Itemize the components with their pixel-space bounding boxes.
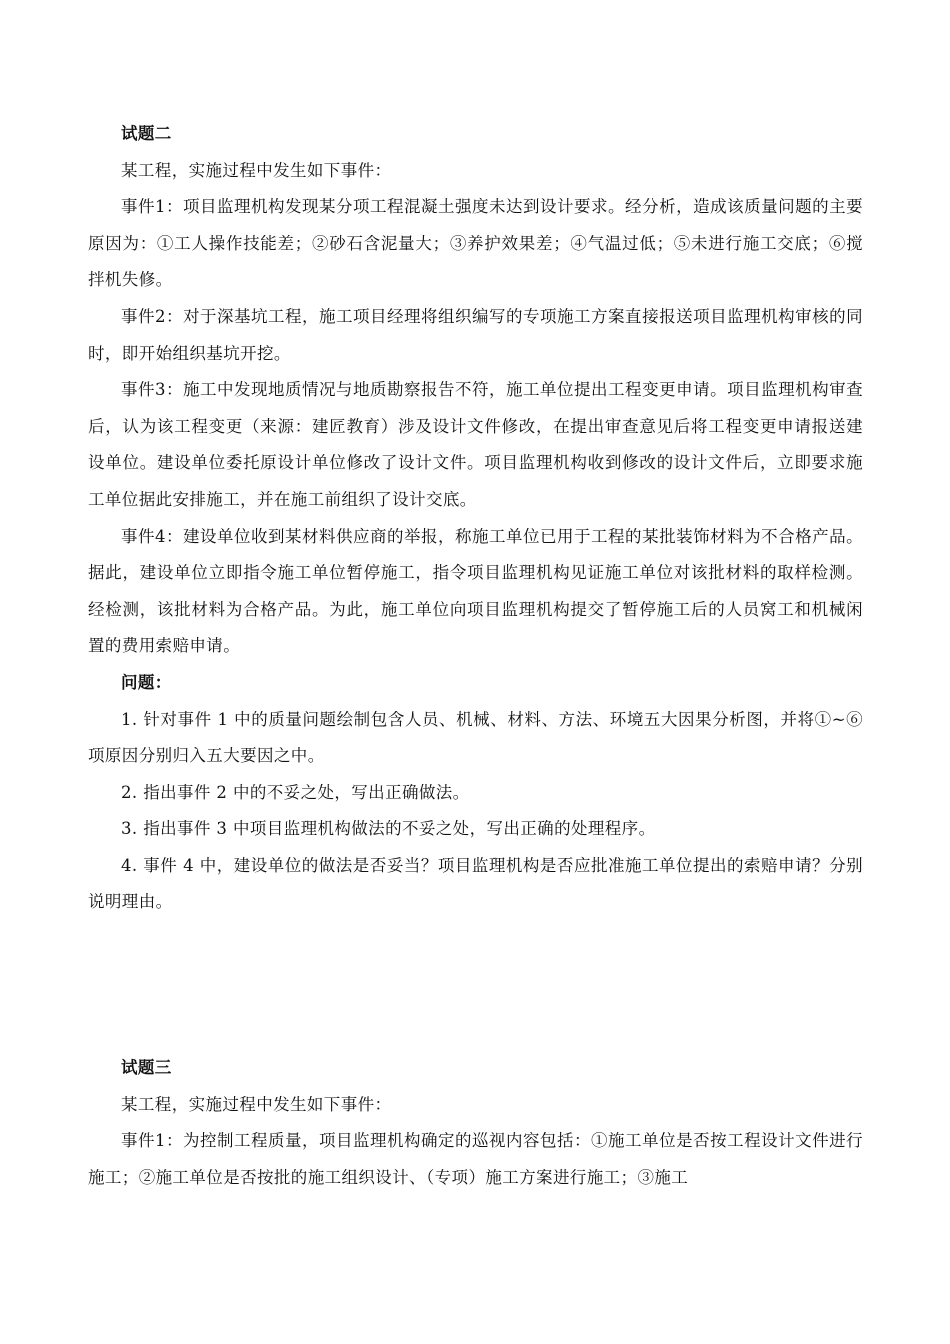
question-2-event-1: 事件1：项目监理机构发现某分项工程混凝土强度未达到设计要求。经分析，造成该质量问题的主要原因为：①工人操作技能差；②砂石含泥量大；③养护效果差；④气温过低；⑤未进行施工交底；⑥搅拌机失修。: [88, 197, 863, 290]
questions-heading: 问题：: [121, 672, 172, 692]
question-2-event-3: 事件3：施工中发现地质情况与地质勘察报告不符，施工单位提出工程变更申请。项目监理机构审查后，认为该工程变更（来源：建匠教育）涉及设计文件修改，在提出审查意见后将工程变更申请报送建设单位。建设单位委托原设计单位修改了设计文件。项目监理机构收到修改的设计文件后，立即要求施工单位据此安排施工，并在施工前组织了设计交底。: [88, 380, 863, 509]
question-2-event-2: 事件2：对于深基坑工程，施工项目经理将组织编写的专项施工方案直接报送项目监理机构审核的同时，即开始组织基坑开挖。: [88, 306, 863, 363]
exam-question-3: [88, 1050, 863, 1196]
question-item-1: 1. 针对事件 1 中的质量问题绘制包含人员、机械、材料、方法、环境五大因果分析图，并将①~⑥项原因分别归入五大要因之中。: [88, 709, 863, 766]
question-2-event-4: 事件4：建设单位收到某材料供应商的举报，称施工单位已用于工程的某批装饰材料为不合格产品。据此，建设单位立即指令施工单位暂停施工，指令项目监理机构见证施工单位对该批材料的取样检测。经检测，该批材料为合格产品。为此，施工单位向项目监理机构提交了暂停施工后的人员窝工和机械闲置的费用索赔申请。: [88, 526, 863, 656]
question-item-4: 4. 事件 4 中，建设单位的做法是否妥当？项目监理机构是否应批准施工单位提出的索赔申请？分别说明理由。: [88, 855, 863, 912]
exam-question-2: [88, 116, 863, 921]
question-3-event-1: 事件1：为控制工程质量，项目监理机构确定的巡视内容包括：①施工单位是否按工程设计文件进行施工；②施工单位是否按批的施工组织设计、（专项）施工方案进行施工；③施工: [88, 1131, 863, 1187]
question-2-title: 试题二: [121, 124, 172, 143]
question-item-2: 2. 指出事件 2 中的不妥之处，写出正确做法。: [121, 782, 470, 802]
question-item-3: 3. 指出事件 3 中项目监理机构做法的不妥之处，写出正确的处理程序。: [121, 819, 656, 839]
question-3-title: 试题三: [121, 1058, 172, 1077]
question-3-intro: 某工程，实施过程中发生如下事件：: [121, 1094, 392, 1114]
question-2-intro: 某工程，实施过程中发生如下事件：: [121, 160, 392, 180]
